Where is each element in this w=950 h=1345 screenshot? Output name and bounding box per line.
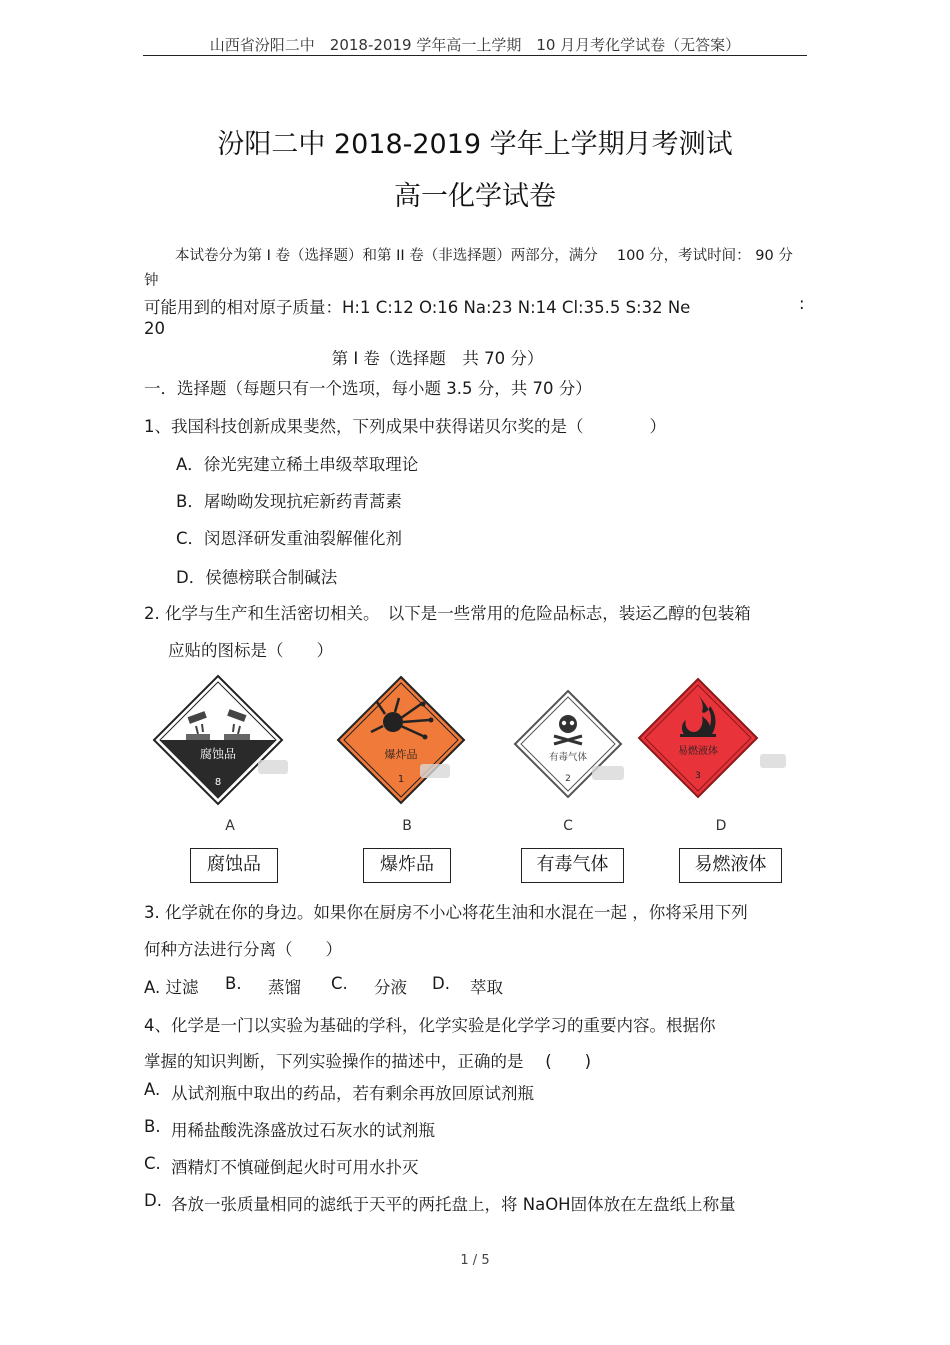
explosive-class-number: 1 bbox=[397, 774, 405, 785]
question-4-option-b-letter: B. bbox=[144, 1117, 161, 1136]
atomic-mass-line-1: 可能用到的相对原子质量：H:1 C:12 O:16 Na:23 N:14 Cl:35.5 S:32 Ne bbox=[144, 298, 691, 317]
flammable-liquid-sign-icon bbox=[636, 676, 760, 800]
question-2-stem-1: 2. 化学与生产和生活密切相关。 以下是一些常用的危险品标志，装运乙醇的包装箱 bbox=[144, 604, 751, 623]
exam-subtitle: 高一化学试卷 bbox=[394, 181, 556, 212]
sign-letter-c: C bbox=[563, 818, 573, 834]
question-4-option-c-letter: C. bbox=[144, 1154, 161, 1173]
question-3-option-d-text: 萃取 bbox=[470, 978, 503, 997]
question-4-option-a-letter: A. bbox=[144, 1080, 161, 1099]
question-4-stem-1: 4、化学是一门以实验为基础的学科，化学实验是化学学习的重要内容。根据你 bbox=[144, 1016, 716, 1035]
sign-label-c: 有毒气体 bbox=[521, 848, 624, 883]
toxic-gas-class-number: 2 bbox=[565, 774, 571, 784]
question-1-option-c: C．闵恩泽研发重油裂解催化剂 bbox=[176, 529, 403, 548]
question-4-option-b-text: 用稀盐酸洗涤盛放过石灰水的试剂瓶 bbox=[171, 1121, 435, 1140]
explosive-sign-text: 爆炸品 bbox=[384, 748, 418, 761]
question-3-option-c-text: 分液 bbox=[374, 978, 407, 997]
question-4-stem-2: 掌握的知识判断，下列实验操作的描述中，正确的是 ( ) bbox=[144, 1052, 592, 1071]
question-1-option-b: B．屠呦呦发现抗疟新药青蒿素 bbox=[176, 492, 402, 511]
question-2-stem-2: 应贴的图标是（ ） bbox=[168, 641, 333, 660]
part-title: 一．选择题（每题只有一个选项，每小题 3.5 分，共 70 分） bbox=[144, 379, 592, 398]
question-3-option-d-letter: D. bbox=[432, 974, 450, 993]
question-3-option-c-letter: C. bbox=[331, 974, 348, 993]
sign-label-b: 爆炸品 bbox=[363, 848, 451, 883]
question-3-stem-2: 何种方法进行分离（ ） bbox=[144, 940, 342, 959]
question-3-option-a: A. 过滤 bbox=[144, 978, 199, 997]
toxic-gas-sign-text: 有毒气体 bbox=[548, 752, 588, 763]
toxic-gas-sign-icon bbox=[512, 688, 624, 800]
question-4-option-a-text: 从试剂瓶中取出的药品，若有剩余再放回原试剂瓶 bbox=[171, 1084, 534, 1103]
question-1-stem: 1、我国科技创新成果斐然，下列成果中获得诺贝尔奖的是（ ） bbox=[144, 417, 666, 436]
intro-line-1: 本试卷分为第 I 卷（选择题）和第 II 卷（非选择题）两部分，满分 100 分，考试时间： 90 分 bbox=[175, 248, 793, 264]
sign-label-d: 易燃液体 bbox=[679, 848, 782, 883]
sign-letter-b: B bbox=[402, 818, 412, 834]
question-3-option-b-text: 蒸馏 bbox=[268, 978, 301, 997]
blur-mark bbox=[420, 764, 450, 778]
question-4-option-d-letter: D. bbox=[144, 1191, 162, 1210]
blur-mark bbox=[592, 766, 624, 780]
question-3-stem-1: 3. 化学就在你的身边。如果你在厨房不小心将花生油和水混在一起 ，你将采用下列 bbox=[144, 903, 748, 922]
corrosive-class-number: 8 bbox=[214, 777, 222, 788]
atomic-mass-colon: : bbox=[799, 294, 805, 313]
exam-title: 汾阳二中 2018-2019 学年上学期月考测试 bbox=[217, 129, 733, 160]
blur-mark bbox=[760, 754, 786, 768]
question-4-option-c-text: 酒精灯不慎碰倒起火时可用水扑灭 bbox=[171, 1158, 419, 1177]
blur-mark bbox=[258, 760, 288, 774]
flammable-class-number: 3 bbox=[695, 771, 701, 781]
page-header: 山西省汾阳二中 2018-2019 学年高一上学期 10 月月考化学试卷（无答案） bbox=[209, 36, 741, 54]
sign-letter-a: A bbox=[225, 818, 235, 834]
corrosive-sign-icon bbox=[150, 672, 286, 808]
question-3-option-b-letter: B. bbox=[225, 974, 242, 993]
question-1-option-d: D．侯德榜联合制碱法 bbox=[176, 568, 338, 587]
flammable-sign-text: 易燃液体 bbox=[678, 746, 718, 757]
question-1-option-a: A．徐光宪建立稀土串级萃取理论 bbox=[176, 455, 419, 474]
corrosive-sign-text: 腐蚀品 bbox=[199, 747, 237, 761]
section-heading: 第 I 卷（选择题 共 70 分） bbox=[331, 349, 544, 368]
intro-line-2: 钟 bbox=[144, 273, 159, 289]
sign-letter-d: D bbox=[715, 818, 727, 834]
question-4-option-d-text: 各放一张质量相同的滤纸于天平的两托盘上，将 NaOH固体放在左盘纸上称量 bbox=[171, 1195, 736, 1214]
explosive-sign-icon bbox=[335, 674, 467, 806]
header-rule bbox=[143, 55, 807, 56]
sign-label-a: 腐蚀品 bbox=[190, 848, 278, 883]
page-number: 1 / 5 bbox=[460, 1253, 490, 1268]
atomic-mass-line-2: 20 bbox=[144, 319, 165, 338]
